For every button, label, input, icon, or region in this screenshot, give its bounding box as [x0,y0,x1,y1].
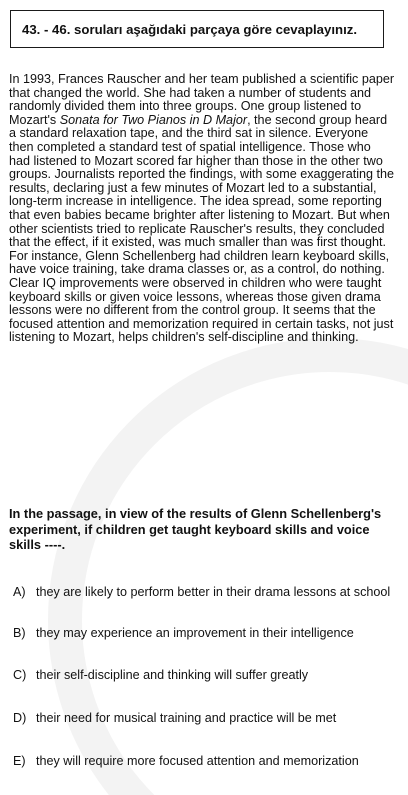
option-e[interactable] [13,754,393,769]
passage-title-italic: Sonata for Two Pianos in D Major [59,112,248,127]
option-text: they will require more focused attention and memorization [36,754,359,768]
option-letter: C) [13,668,27,682]
option-text: they are likely to perform better in their drama lessons at school [36,585,391,599]
question-text: In the passage, in view of the results of Glenn Schellenberg's experiment, if children get taught keyboard skills and voice skills ----. [9,506,382,553]
option-a[interactable] [13,585,393,600]
section-header [10,10,384,48]
question-stem [9,506,395,553]
option-d[interactable] [13,711,393,726]
option-c[interactable] [13,668,393,683]
option-text: their need for musical training and practice will be met [36,711,337,725]
option-b[interactable] [13,626,393,641]
passage-text-1: In 1993, Frances Rauscher and her team published a scientific paper that changed the world. She had taken a number of students and randomly divided them into three groups. One group listened to Mozart's [9,72,395,127]
option-letter: D) [13,711,27,725]
reading-passage [9,73,395,345]
option-letter: E) [13,754,26,768]
passage-text-2: , the second group heard a standard relaxation tape, and the third sat in silence. Everyone then completed a standard test of spatial intelligence. Those who had listened to Mozart scored far higher than those in the other two groups. Journalists reported the findings, with some exaggerating the results, declaring just a few minutes of Mozart led to a substantial, long-term increase in intelligence. The idea spread, some reporting that even babies became brighter after listening to Mozart. But when other scientists tried to replicate Rauscher's results, they concluded that the effect, if it existed, was much smaller than was first thought. For instance, Glenn Schellenberg had children learn keyboard skills, have voice training, take drama classes or, as a control, do nothing. Clear IQ improvements were observed in children who were taught keyboard skills or given voice lessons, whereas those given drama lessons were no different from the control group. It seems that the focused attention and memorization required in certain tasks, not just listening to Mozart, helps children's self-discipline and thinking. [9,112,395,345]
option-text: they may experience an improvement in their intelligence [36,626,354,640]
option-letter: A) [13,585,26,599]
option-letter: B) [13,626,26,640]
section-header-text: 43. - 46. soruları aşağıdaki parçaya göre cevaplayınız. [22,21,357,37]
option-text: their self-discipline and thinking will suffer greatly [36,668,309,682]
